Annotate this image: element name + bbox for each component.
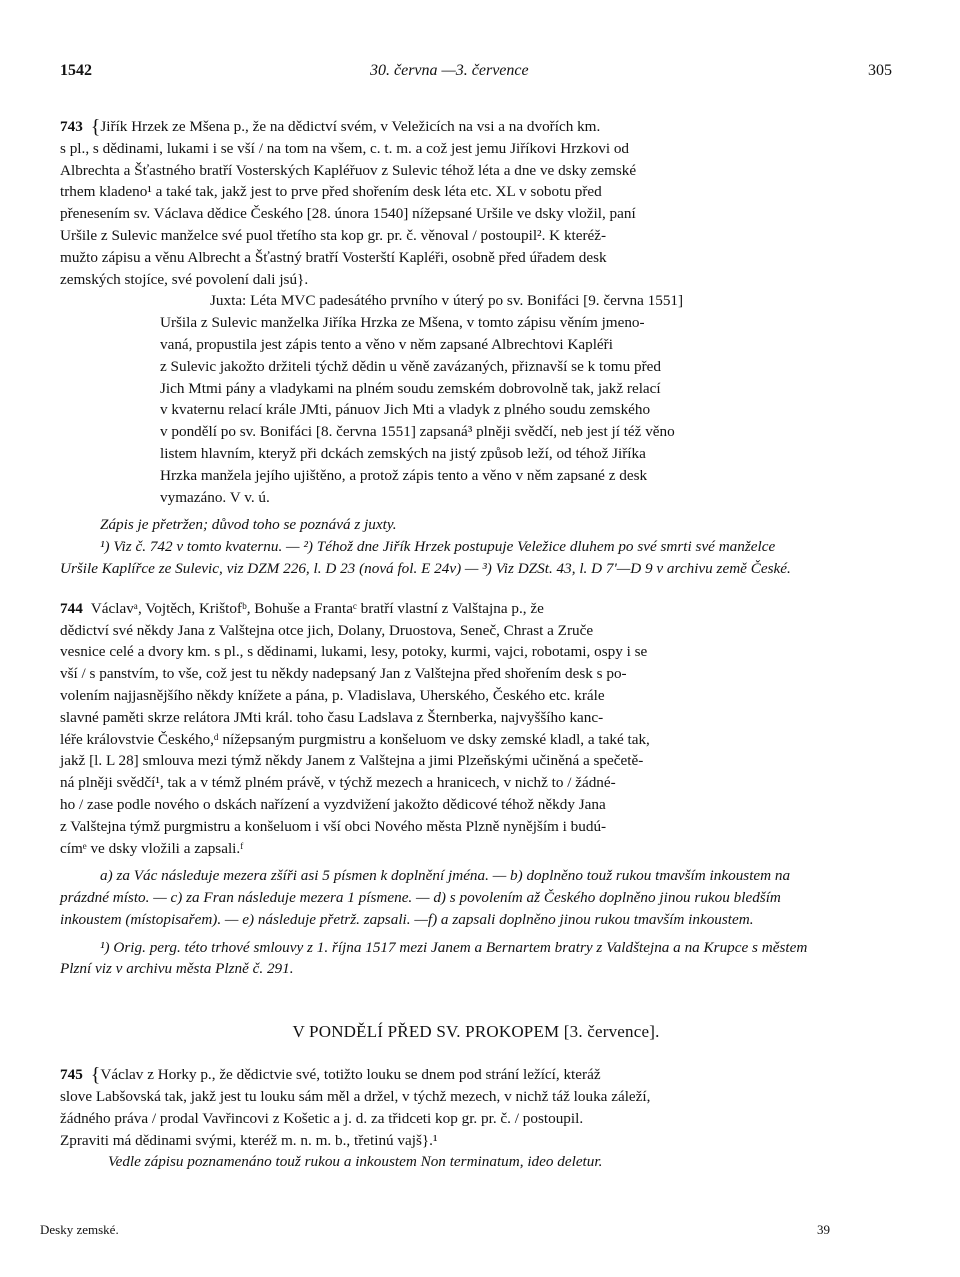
juxta-line: z Sulevic jakožto držiteli týchž dědin u věně zavázaných, přiznavší se k tomu před xyxy=(160,357,662,375)
footnote-line: Zápis je přetržen; důvod toho se poznává z juxty. xyxy=(100,516,397,534)
juxta-block xyxy=(60,290,892,508)
entry-text-line: žádného práva / prodal Vavřincovi z Košetic a j. d. za třidceti kop gr. pr. č. / postoupil. xyxy=(60,1109,584,1127)
entry-text-line: Jiřík Hrzek ze Mšena p., že na dědictví svém, v Veležicích na vsi a na dvořích km. xyxy=(100,118,601,135)
entry-number: 745 xyxy=(60,1066,83,1084)
entry-text-line: Zpraviti má dědinami svými, kteréž m. n. m. b., třetinú vajš}.¹ xyxy=(60,1131,438,1149)
entry-744 xyxy=(60,598,892,981)
brace-mark: { xyxy=(90,116,101,138)
brace-mark: { xyxy=(90,1064,101,1087)
footer-title: Desky zemské. xyxy=(40,1222,119,1237)
footnote-line: inkoustem (místopisařem). — e) následuje přetrž. zapsali. —f) a zapsali doplněno jinou rukou tmavším inkoustem. xyxy=(60,910,754,928)
entry-text-line: Albrechta a Šťastného bratří Vosterských Kapléřuov z Sulevic téhož léta a dne ve dsky zemské xyxy=(60,161,637,179)
footer-sheet-number: 39 xyxy=(817,1222,830,1237)
entry-text-line: slove Labšovská tak, jakž jest tu louku sám měl a držel, v týchž mezech, v nichž táž louka záleží, xyxy=(60,1088,651,1106)
entry-743 xyxy=(60,116,892,580)
footnote-line: prázdné místo. — c) za Fran následuje mezera 1 písmene. — d) s povolením až Českého doplněno jinou rukou bledším xyxy=(60,889,781,907)
entry-text-line: címᵉ ve dsky vložili a zapsali.ᶠ xyxy=(60,839,244,857)
notes-743 xyxy=(60,514,892,579)
juxta-line: Hrzka manžela jejího ujištěno, a protož zápis tento a věno v něm zapsané z desk xyxy=(160,466,648,484)
marginal-note: Vedle zápisu poznamenáno touž rukou a inkoustem Non terminatum, ideo deletur. xyxy=(108,1153,603,1171)
header-dates: 30. června —3. července xyxy=(370,62,529,79)
header-year: 1542 xyxy=(60,62,92,79)
entry-text-line: zemských stojíce, své povolení dali jsú}. xyxy=(60,270,309,288)
entry-text-line: ná plněji svědčí¹, tak a v témž plném právě, v týchž mezech a hranicech, v nichž to / žádné- xyxy=(60,774,616,792)
footnote-line: Uršile Kaplířce ze Sulevic, viz DZM 226, l. D 23 (nová fol. E 24v) — ³) Viz DZSt. 43, l. D 7'—D 9 v archivu země České. xyxy=(60,559,791,577)
entry-743-first-line xyxy=(60,116,892,138)
juxta-line: Jich Mtmi pány a vladykami na plném soudu zemském dobrovolně tak, jakž relací xyxy=(160,379,661,397)
entry-text-line: z Valštejna týmž purgmistru a konšeluom i vší obci Nového města Plzně nynějším i budú- xyxy=(60,817,607,835)
entry-text-line: Uršile z Sulevic manželce své puol třetího sta kop gr. pr. č. věnoval / postoupil². K kteréž- xyxy=(60,226,607,244)
entry-text-line: vesnice celé a dvory km. s pl., s dědinami, lukami, lesy, potoky, kurmi, vajci, robotami, ospy i se xyxy=(60,643,648,661)
juxta-line: listem hlavním, kteryž při dckách zemských na jistý způsob leží, od téhož Jiříka xyxy=(160,444,646,462)
entry-text-line: mužto zápisu a věnu Albrecht a Šťastný bratří Vosterští Kapléři, osobně před úřadem desk xyxy=(60,248,607,266)
footnote-line: ¹) Orig. perg. této trhové smlouvy z 1. října 1517 mezi Janem a Bernartem bratry z Valdštejna a na Krupce s městem xyxy=(100,938,808,956)
entry-text-line: Václav z Horky p., že dědictvie své, totižto louku se dnem pod strání ležící, kteráž xyxy=(100,1066,601,1084)
entry-number: 744 xyxy=(60,599,83,617)
entry-text-line: jakž [l. L 28] smlouva mezi týmž někdy Janem z Valštejna a jimi Plzeňskými učiněná a spečetě- xyxy=(60,752,644,770)
footnote-line: a) za Vác následuje mezera zšíři asi 5 písmen k doplnění jména. — b) doplněno touž rukou tmavším inkoustem na xyxy=(100,867,791,885)
juxta-line: v pondělí po sv. Bonifáci [8. června 1551] zapsaná³ plněji svědčí, neb jest jí též věno xyxy=(160,423,675,441)
footnote-line: ¹) Viz č. 742 v tomto kvaternu. — ²) Téhož dne Jiřík Hrzek postupuje Veležice dluhem po své smrti své manželce xyxy=(100,538,776,556)
juxta-line: Juxta: Léta MVC padesátého prvního v úterý po sv. Bonifáci [9. června 1551] xyxy=(210,292,684,310)
entry-text-line: vší / s panstvím, to vše, což jest tu někdy nadepsaný Jan z Valštejna před shořením desk s po- xyxy=(60,665,627,683)
entry-text-line: ho / zase podle nového o dskách nařízení a vyzdvižení jakožto dědicové téhož někdy Jana xyxy=(60,795,606,813)
entry-text-line: slavné paměti skrze relátora JMti král. toho času Ladslava z Šternberka, najvyššího kanc- xyxy=(60,708,604,726)
juxta-line: vymazáno. V v. ú. xyxy=(160,488,270,506)
entry-text-line: přenesením sv. Václava dědice Českého [28. února 1540] nížepsané Uršile ve dsky vložil, paní xyxy=(60,205,636,223)
entry-number: 743 xyxy=(60,118,83,135)
entry-text-line: s pl., s dědinami, lukami i se vší / na tom na všem, c. t. m. a což jest jemu Jiříkovi Hrzkovi od xyxy=(60,139,630,157)
notes-744 xyxy=(60,865,892,980)
juxta-line: Uršila z Sulevic manželka Jiříka Hrzka ze Mšena, v tomto zápisu věním jmeno- xyxy=(160,314,645,332)
entry-744-first-line xyxy=(60,598,892,620)
page xyxy=(60,52,892,1173)
entry-text-line: volením najjasnějšího někdy knížete a pána, p. Vladislava, Uherského, Českého etc. krále xyxy=(60,686,605,704)
juxta-line: v kvaternu relací krále JMti, pánuov Jich Mti a vladyk z plného soudu zemského xyxy=(160,401,651,419)
running-head xyxy=(60,52,892,82)
entry-text-line: dědictví své někdy Jana z Valštejna otce jich, Dolany, Druostova, Seneč, Chrast a Zruče xyxy=(60,621,594,639)
footnote-line: Plzní viz v archivu města Plzně č. 291. xyxy=(60,960,294,978)
juxta-line: vaná, propustila jest zápis tento a věno v něm zapsané Albrechtovi Kapléři xyxy=(160,335,613,353)
entry-745-first-line xyxy=(60,1064,892,1086)
entry-745 xyxy=(60,1064,892,1173)
header-page-number: 305 xyxy=(868,62,892,79)
entry-text-line: Václavᵃ, Vojtěch, Krištofᵇ, Bohuše a Frantaᶜ bratří vlastní z Valštajna p., že xyxy=(90,599,544,617)
entry-text-line: léře královstvie Českého,ᵈ nížepsaným purgmistru a konšeluom ve dsky zemské kladl, a také tak, xyxy=(60,730,650,748)
entry-text-line: trhem kladeno¹ a také tak, jakž jest to prve před shořením desk léta etc. XL v sobotu před xyxy=(60,183,602,201)
section-heading: V PONDĚLÍ PŘED SV. PROKOPEM [3. července]. xyxy=(292,1022,660,1042)
